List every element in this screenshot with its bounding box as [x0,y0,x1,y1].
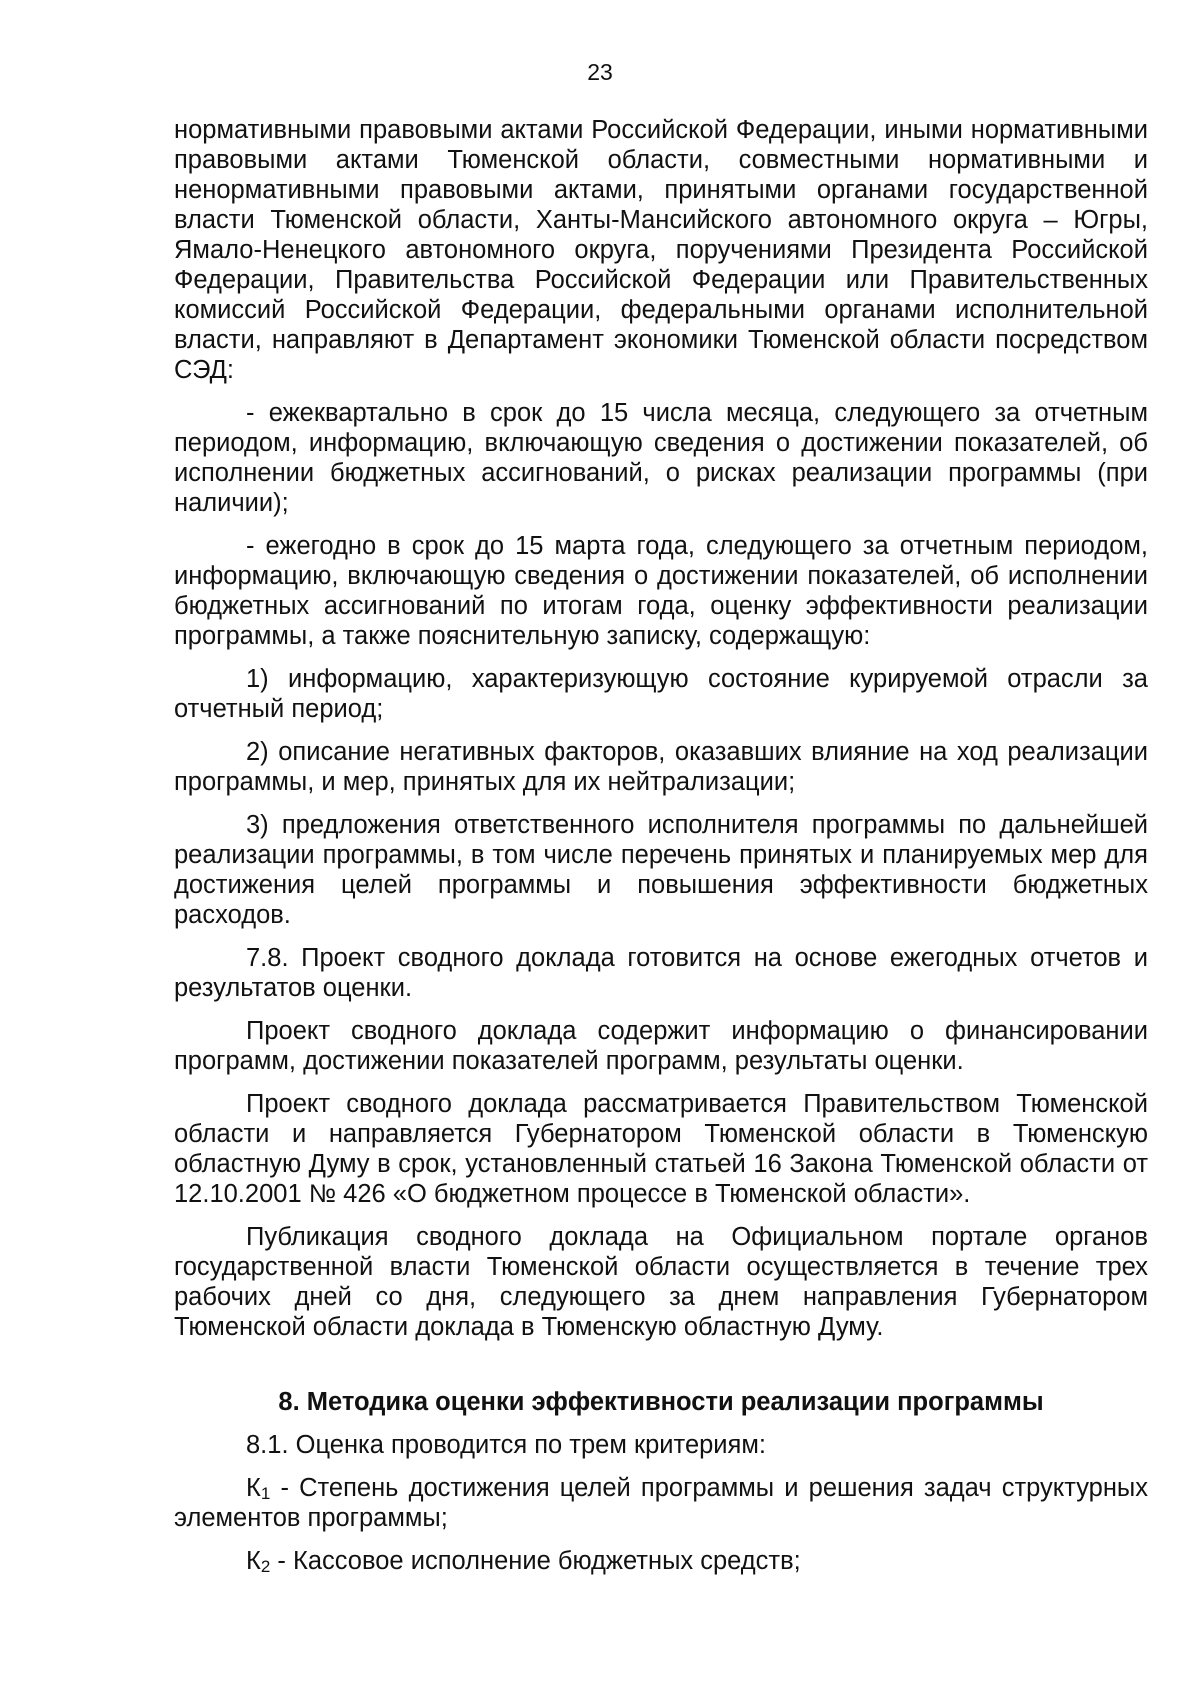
paragraph-quarterly: - ежеквартально в срок до 15 числа месяца, следующего за отчетным периодом, информацию, включающую сведения о достижении показателей, об исполнении бюджетных ассигнований, о рисках реализации программы (при наличии); [174,399,1148,517]
paragraph-item-3: 3) предложения ответственного исполнителя программы по дальнейшей реализации программы, в том числе перечень принятых и планируемых мер для достижения целей программы и повышения эффективности бюджетных расходов. [174,811,1148,929]
paragraph-item-1: 1) информацию, характеризующую состояние курируемой отрасли за отчетный период; [174,665,1148,723]
section-heading: 8. Методика оценки эффективности реализации программы [278,1388,1044,1416]
paragraph-publication: Публикация сводного доклада на Официальном портале органов государственной власти Тюменской области осуществляется в течение трех рабочих дней со дня, следующего за днем направления Губернатором Тюменской области доклада в Тюменскую областную Думу. [174,1223,1148,1341]
paragraph-7-8: 7.8. Проект сводного доклада готовится на основе ежегодных отчетов и результатов оценки. [174,944,1148,1002]
criterion-k2 [174,1546,1148,1576]
criterion-letter: К [246,1474,261,1502]
section-intro: 8.1. Оценка проводится по трем критериям: [246,1431,766,1459]
paragraph-draft-content: Проект сводного доклада содержит информацию о финансировании программ, достижении показателей программ, результаты оценки. [174,1017,1148,1075]
criterion-text: - Кассовое исполнение бюджетных средств; [270,1547,801,1575]
criterion-letter: К [246,1547,261,1575]
paragraph-continuation: нормативными правовыми актами Российской Федерации, иными нормативными правовыми актами Тюменской области, совместными нормативными и ненормативными правовыми актами, принятыми органами государственной власти Тюменской области, Ханты-Мансийского автономного округа – Югры, Ямало-Ненецкого автономного округа, поручениями Президента Российской Федерации, Правительства Российской Федерации или Правительственных комиссий Российской Федерации, федеральными органами исполнительной власти, направляют в Департамент экономики Тюменской области посредством СЭД: [174,116,1148,384]
criterion-index: 2 [260,1557,271,1576]
criterion-text: - Степень достижения целей программы и решения задач структурных элементов программы; [174,1474,1148,1532]
paragraph-item-2: 2) описание негативных факторов, оказавших влияние на ход реализации программы, и мер, принятых для их нейтрализации; [174,738,1148,796]
page-number: 23 [587,59,613,85]
paragraph-annual: - ежегодно в срок до 15 марта года, следующего за отчетным периодом, информацию, включающую сведения о достижении показателей, об исполнении бюджетных ассигнований по итогам года, оценку эффективности реализации программы, а также пояснительную записку, содержащую: [174,532,1148,650]
criterion-index: 1 [260,1484,271,1503]
paragraph-draft-review: Проект сводного доклада рассматривается Правительством Тюменской области и направляется Губернатором Тюменской области в Тюменскую областную Думу в срок, установленный статьей 16 Закона Тюменской области от 12.10.2001 № 426 «О бюджетном процессе в Тюменской области». [174,1090,1148,1208]
criterion-k1 [174,1473,1148,1533]
document-body [174,115,1148,1589]
